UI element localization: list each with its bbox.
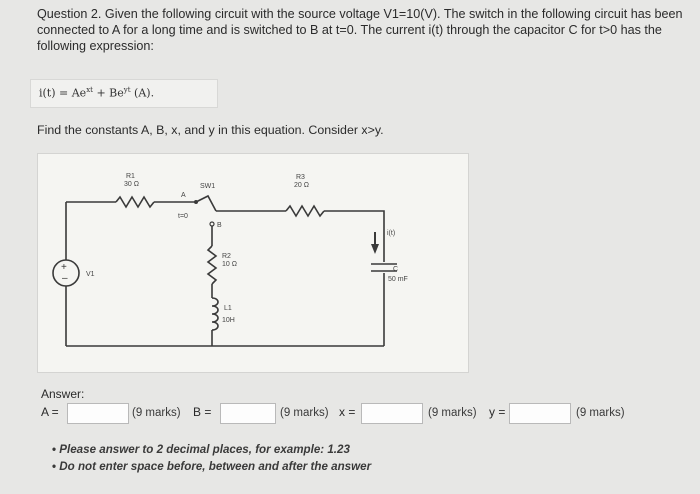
r2-name: R2 bbox=[222, 253, 231, 260]
current-label: i(t) bbox=[387, 230, 396, 237]
current-formula bbox=[39, 86, 154, 100]
switch-node-a bbox=[194, 200, 198, 204]
answer-b-input[interactable] bbox=[220, 403, 276, 424]
switch-blade bbox=[196, 196, 216, 211]
answer-a-input[interactable] bbox=[67, 403, 129, 424]
r2-value: 10 Ω bbox=[222, 261, 237, 268]
r3-name: R3 bbox=[296, 174, 305, 181]
formula-box bbox=[30, 79, 218, 108]
formula-exp2: yt bbox=[123, 86, 131, 94]
answer-b-prefix: B = bbox=[193, 405, 212, 419]
source-name: V1 bbox=[86, 271, 95, 278]
answer-y-prefix: y = bbox=[489, 405, 506, 419]
answer-label: Answer: bbox=[41, 387, 85, 401]
answer-notes bbox=[52, 441, 371, 475]
cap-name: C bbox=[393, 266, 399, 273]
r1-name: R1 bbox=[126, 173, 135, 180]
answer-y-input[interactable] bbox=[509, 403, 571, 424]
r1-value: 30 Ω bbox=[124, 181, 139, 188]
answer-x-prefix: x = bbox=[339, 405, 356, 419]
switch-time-label: t=0 bbox=[178, 213, 188, 220]
l1-value: 10H bbox=[222, 317, 235, 324]
formula-unit: (A). bbox=[130, 86, 155, 100]
note-no-spaces: • Do not enter space before, between and after the answer bbox=[52, 458, 371, 475]
cap-value: 50 mF bbox=[388, 276, 408, 283]
circuit-diagram bbox=[37, 153, 469, 373]
answer-y-marks: (9 marks) bbox=[576, 407, 625, 419]
switch-name: SW1 bbox=[200, 183, 216, 190]
source-minus-sign: – bbox=[62, 273, 68, 284]
node-b-label: B bbox=[217, 222, 222, 229]
inductor-l1 bbox=[212, 298, 218, 330]
question-text: Question 2. Given the following circuit with the source voltage V1=10(V). The switch in the following circuit has been connected to A for a long time and is switched to B at t=0. The current i(t) through the capacitor C for t>0 has the following expression: bbox=[37, 7, 683, 53]
answer-x-marks: (9 marks) bbox=[428, 407, 477, 419]
resistor-r2 bbox=[208, 246, 216, 284]
answer-a-marks: (9 marks) bbox=[132, 407, 181, 419]
r3-value: 20 Ω bbox=[294, 182, 309, 189]
resistor-r1 bbox=[116, 197, 154, 207]
circuit-svg bbox=[38, 154, 468, 372]
formula-lhs: i(t) = Ae bbox=[39, 86, 87, 100]
formula-exp1: xt bbox=[86, 86, 93, 94]
note-decimal-places: • Please answer to 2 decimal places, for example: 1.23 bbox=[52, 441, 371, 458]
l1-name: L1 bbox=[224, 305, 232, 312]
source-plus-sign: + bbox=[61, 262, 67, 273]
switch-node-b bbox=[210, 222, 214, 226]
formula-mid: + Be bbox=[92, 86, 124, 100]
current-arrow-head bbox=[371, 244, 379, 254]
resistor-r3 bbox=[286, 206, 324, 216]
answer-b-marks: (9 marks) bbox=[280, 407, 329, 419]
find-constants-text: Find the constants A, B, x, and y in this equation. Consider x>y. bbox=[37, 123, 384, 137]
node-a-label: A bbox=[181, 192, 186, 199]
answer-a-prefix: A = bbox=[41, 405, 59, 419]
answer-x-input[interactable] bbox=[361, 403, 423, 424]
